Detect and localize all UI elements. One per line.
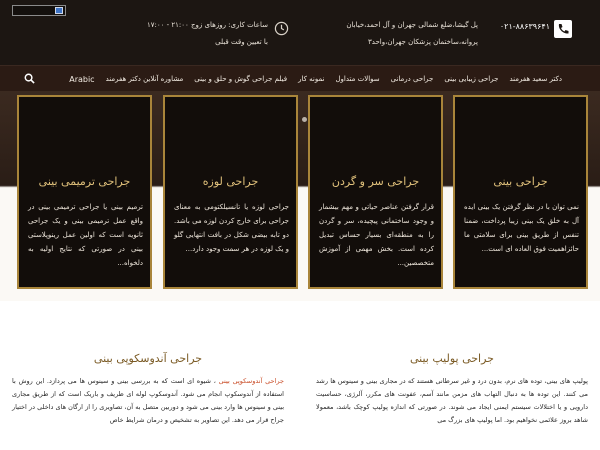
nav-item-doctor[interactable]: دکتر سعید هفرمند [509, 75, 562, 83]
article-link[interactable]: جراحی آندوسکوپی بینی [218, 377, 284, 385]
card-title[interactable]: جراحی بینی [493, 175, 548, 188]
nav-item-therapeutic-surgery[interactable]: جراحی درمانی [390, 75, 434, 83]
card-text: قرار گرفتن عناصر حیاتی و مهم بیشمار و وجود ساختمانی پیچیده، سر و گردن را به منطقه‌ای بسیار حساس تبدیل کرده است. بخش مهمی از آموزش متخصصین... [319, 203, 434, 267]
language-switcher[interactable] [12, 5, 66, 16]
service-card-head-neck-surgery[interactable] [308, 95, 443, 289]
card-title[interactable]: جراحی لوزه [202, 175, 259, 188]
nav-item-faq[interactable]: سوالات متداول [335, 75, 380, 83]
card-title[interactable]: جراحی ترمیمی بینی [38, 175, 131, 188]
article-nasal-polyp-surgery [316, 352, 588, 427]
appointment-note: با تعیین وقت قبلی [215, 38, 268, 46]
nav-item-portfolio[interactable]: نمونه کار [298, 75, 325, 83]
main-navigation [0, 65, 600, 91]
card-text: نمی توان با در نظر گرفتن یک بینی ایده آل به خلق یک بینی زیبا پرداخت، ضمنا تنفس از طریق بینی برای سلامتی ما حائزاهمیت فوق العاده ای است... [464, 203, 579, 253]
flag-icon[interactable] [55, 7, 63, 14]
phone-number[interactable]: ۰۲۱-۸۸۶۳۹۶۴۱ [499, 22, 550, 31]
nav-item-arabic[interactable]: Arabic [69, 74, 95, 84]
nav-item-ent-videos[interactable]: فیلم جراحی گوش و حلق و بینی [194, 75, 288, 83]
article-body: ، شیوه ای است که به بررسی بینی و سینوس ها می پردازد. این روش با استفاده از آندوسکوپ انجام می شود. آندوسکوپ لوله ای ظریف و باریک است که از طریق مجاری بینی و سینوس ها وارد بینی می شود و دوربین متصل به آن، تصاویری را از ارگان های داخلی در اختیار جراح قرار می دهد. این تصاویر به تشخیص و درمان شرایط خاص [12, 377, 284, 424]
article-endoscopic-nose-surgery [12, 352, 284, 427]
card-text: ترمیم بینی یا جراحی ترمیمی بینی در واقع عمل ترمیمی بینی و یک جراحی ثانویه است که اولین عمل رینوپلاستی بینی در صورتی که نتایج اولیه به دلخواه... [28, 203, 143, 267]
article-text [12, 375, 284, 427]
article-text: پولیپ های بینی، توده های نرم، بدون درد و غیر سرطانی هستند که در مجاری بینی و سینوس ها رشد می کنند. این توده ها به دنبال التهاب های مزمن مانند آسم، عفونت های مکرر، آلرژی، حساسیت دارویی و یا اختلالات سیستم ایمنی ایجاد می شوند. در صورتی که اندازه پولیپ کوچک باشد، معمولا شاهد بروز علائمی نخواهیم بود. اما پولیپ های بزرگ می [316, 377, 588, 424]
search-icon[interactable] [24, 73, 35, 84]
phone-icon [554, 20, 572, 38]
working-hours: ساعات کاری: روزهای زوج ۲۱:۰۰ - ۱۷:۰۰ [146, 21, 268, 29]
slider-dot[interactable] [302, 117, 307, 122]
address-line-2: پروانه،ساختمان پزشکان جهران،واحد۳ [368, 38, 478, 46]
card-text: جراحی لوزه یا تانسیلکتومی به معنای جراحی برای خارج کردن لوزه می باشد. دو تابه بیضی شکل در بافت انتهایی گلو و یک لوزه در هر سمت وجود دارد... [174, 203, 289, 253]
article-title[interactable]: جراحی پولیپ بینی [410, 352, 494, 365]
service-card-revision-rhinoplasty[interactable] [17, 95, 152, 289]
article-title[interactable]: جراحی آندوسکوپی بینی [93, 352, 203, 365]
nav-item-online-consultation[interactable]: مشاوره آنلاین دکتر هفرمند [105, 75, 184, 83]
clock-icon [274, 21, 289, 36]
service-card-tonsil-surgery[interactable] [163, 95, 298, 289]
top-header [0, 0, 600, 65]
services-slider [0, 91, 600, 301]
service-card-nose-surgery[interactable] [453, 95, 588, 289]
nav-item-cosmetic-nose-surgery[interactable]: جراحی زیبایی بینی [444, 75, 499, 83]
card-title[interactable]: جراحی سر و گردن [331, 175, 420, 188]
address-line-1: پل گیشا،ضلع شمالی جهران و آل احمد،خیابان [346, 21, 478, 29]
